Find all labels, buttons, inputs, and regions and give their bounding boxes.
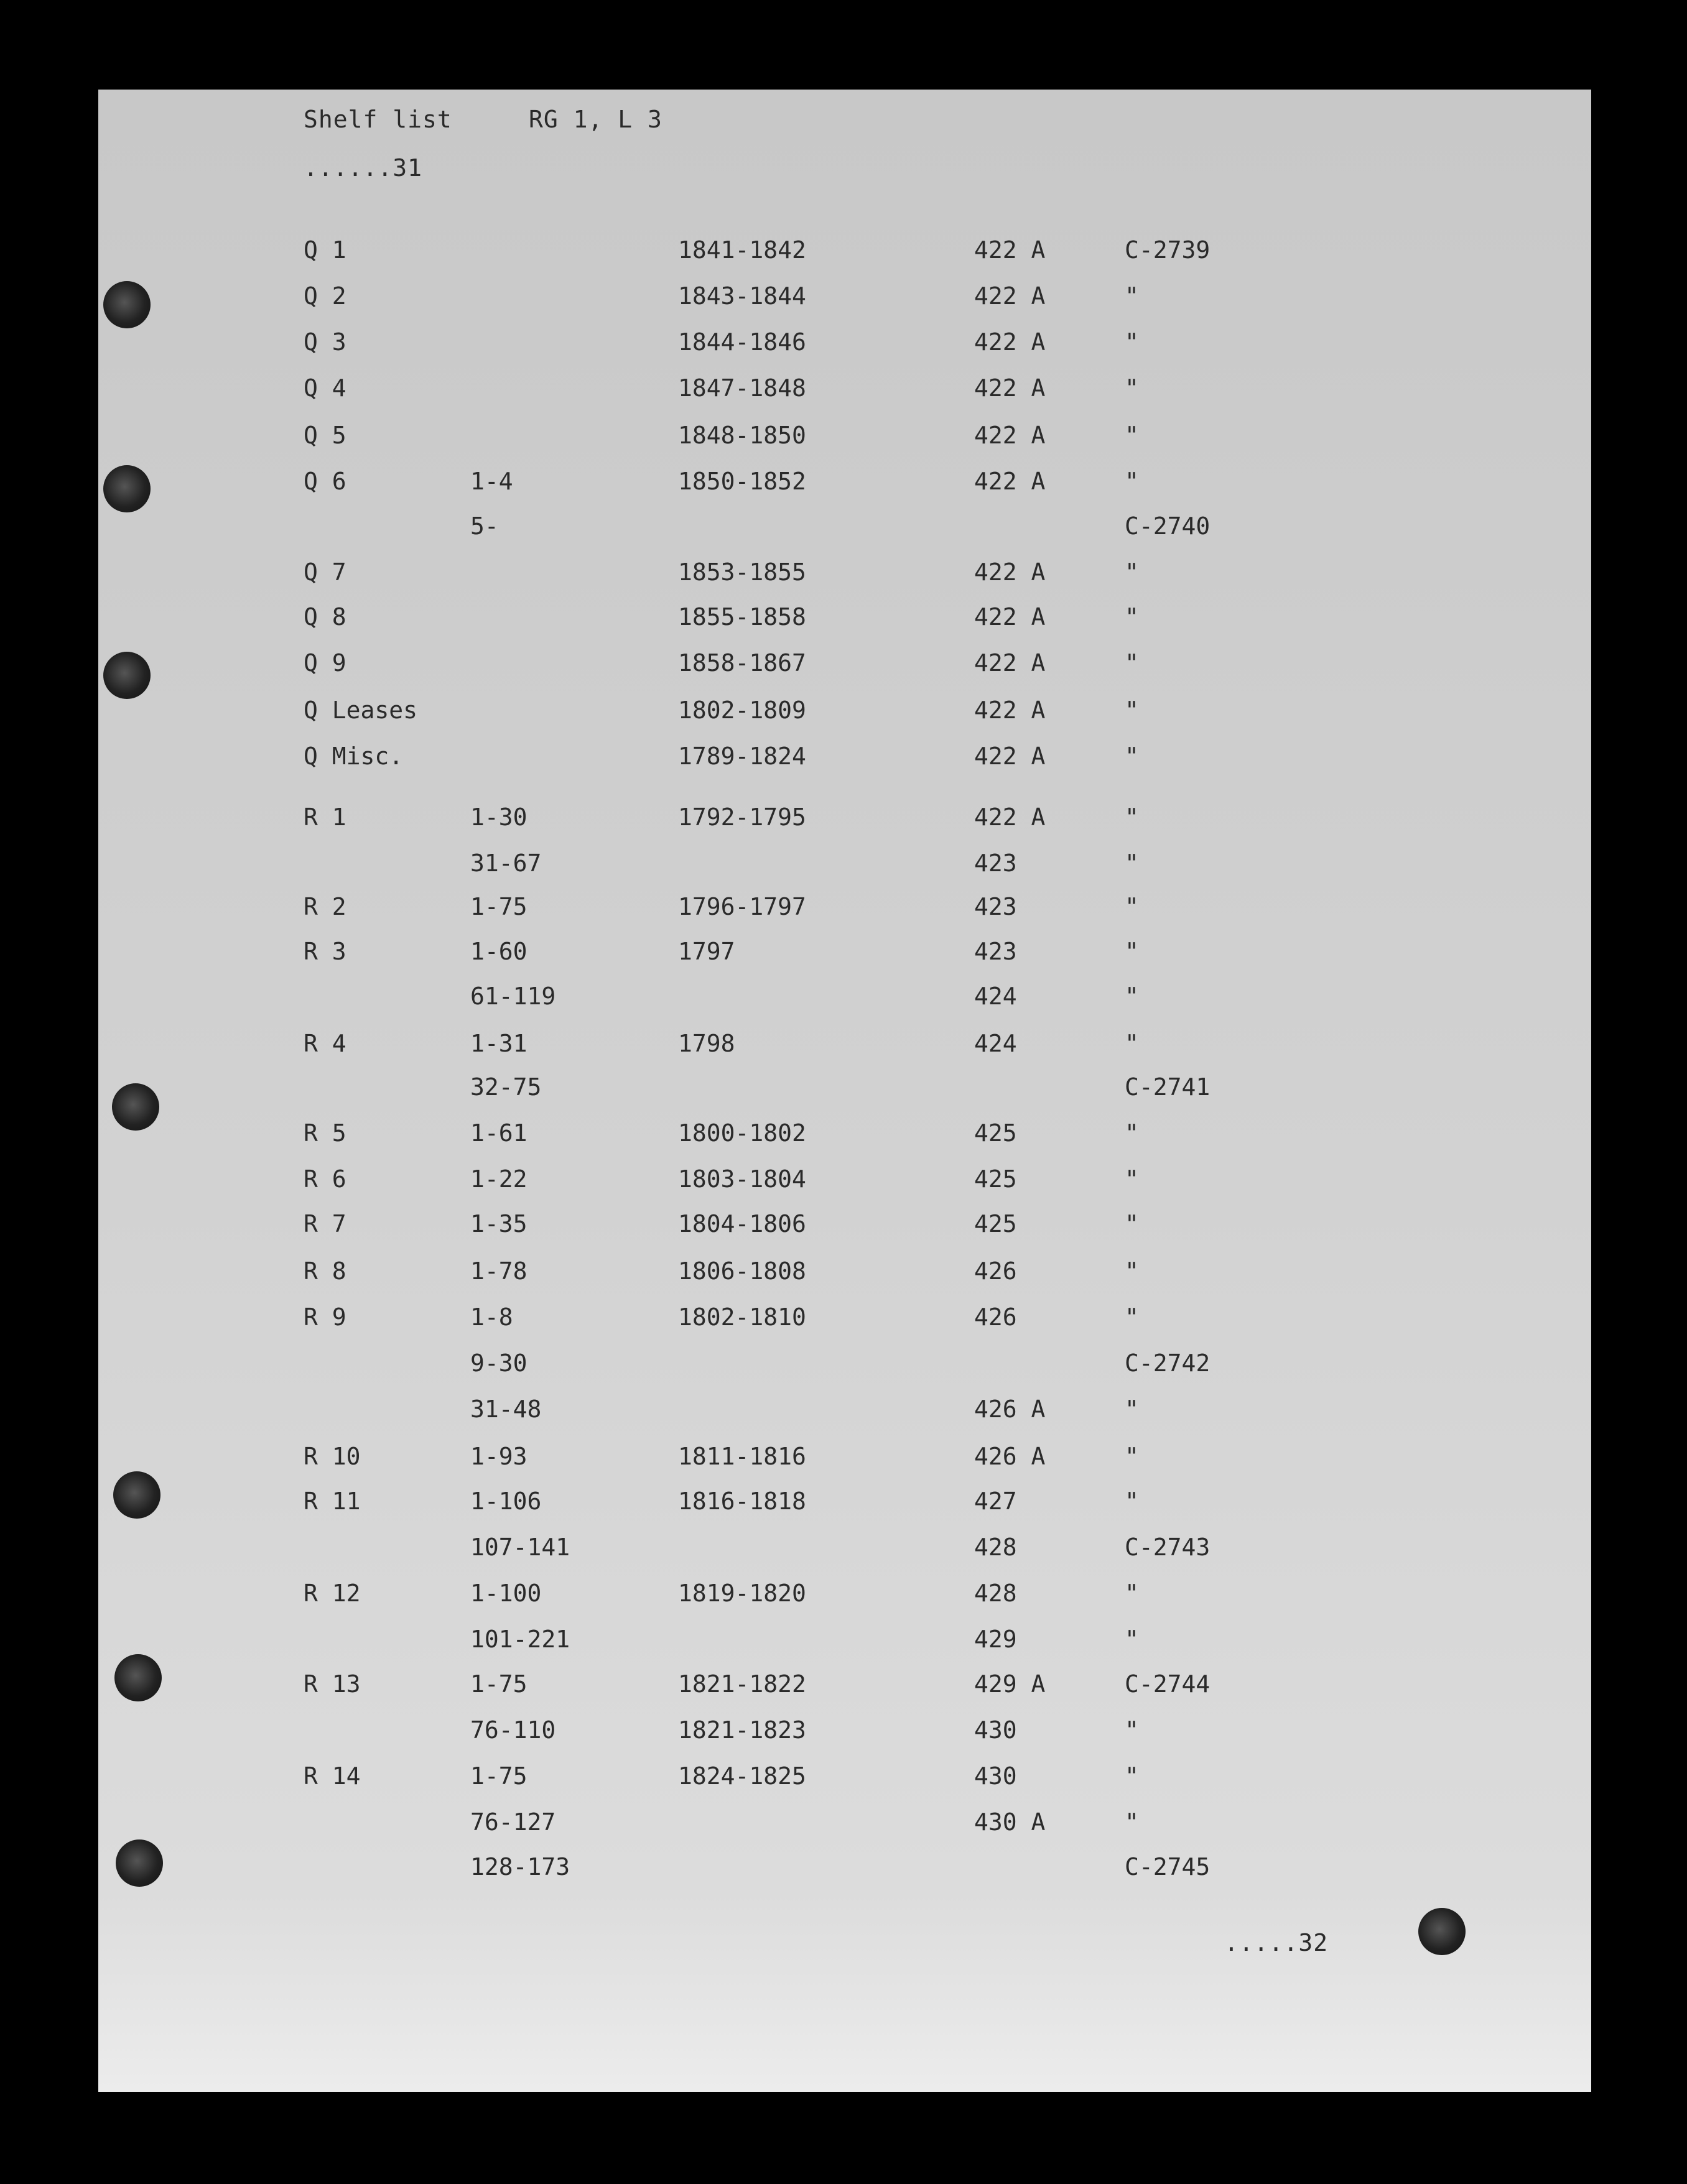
reel-cell: ": [1125, 1443, 1139, 1470]
items-cell: 1-106: [470, 1488, 542, 1515]
series-cell: R 9: [304, 1303, 346, 1331]
series-cell: R 4: [304, 1030, 346, 1057]
items-cell: 76-127: [470, 1808, 556, 1836]
document-page: [98, 90, 1591, 2092]
dates-cell: 1802-1809: [678, 696, 806, 724]
reel-cell: ": [1125, 1030, 1139, 1057]
series-cell: R 13: [304, 1670, 361, 1698]
continued-from: ......31: [304, 154, 423, 182]
reel-cell: C-2743: [1125, 1534, 1211, 1561]
series-cell: Q 8: [304, 603, 346, 631]
series-cell: R 8: [304, 1257, 346, 1285]
reel-cell: ": [1125, 558, 1139, 586]
items-cell: 107-141: [470, 1534, 570, 1561]
table-row: [98, 1395, 1591, 1433]
dates-cell: 1819-1820: [678, 1580, 806, 1607]
volume-cell: 422 A: [974, 328, 1046, 356]
volume-cell: 422 A: [974, 236, 1046, 264]
items-cell: 31-67: [470, 849, 542, 877]
volume-cell: 430: [974, 1762, 1017, 1790]
shelf-list-title: Shelf list: [304, 106, 452, 133]
table-row: [98, 512, 1591, 550]
table-row: [98, 649, 1591, 687]
dates-cell: 1844-1846: [678, 328, 806, 356]
reel-cell: ": [1125, 1303, 1139, 1331]
items-cell: 1-75: [470, 893, 527, 920]
volume-cell: 430: [974, 1716, 1017, 1744]
volume-cell: 422 A: [974, 743, 1046, 770]
volume-cell: 427: [974, 1488, 1017, 1515]
items-cell: 1-35: [470, 1210, 527, 1238]
dates-cell: 1804-1806: [678, 1210, 806, 1238]
volume-cell: 426 A: [974, 1395, 1046, 1423]
reel-cell: ": [1125, 803, 1139, 831]
table-row: [98, 1030, 1591, 1067]
reel-cell: ": [1125, 603, 1139, 631]
series-cell: R 7: [304, 1210, 346, 1238]
volume-cell: 429: [974, 1626, 1017, 1653]
reel-cell: C-2739: [1125, 236, 1211, 264]
items-cell: 1-75: [470, 1762, 527, 1790]
volume-cell: 430 A: [974, 1808, 1046, 1836]
dates-cell: 1855-1858: [678, 603, 806, 631]
dates-cell: 1850-1852: [678, 468, 806, 495]
series-cell: R 11: [304, 1488, 361, 1515]
dates-cell: 1843-1844: [678, 282, 806, 310]
items-cell: 5-: [470, 512, 499, 540]
dates-cell: 1796-1797: [678, 893, 806, 920]
table-row: [98, 374, 1591, 412]
volume-cell: 422 A: [974, 696, 1046, 724]
reel-cell: ": [1125, 649, 1139, 677]
series-cell: Q 3: [304, 328, 346, 356]
reel-cell: ": [1125, 983, 1139, 1010]
items-cell: 1-61: [470, 1119, 527, 1147]
reel-cell: C-2745: [1125, 1853, 1211, 1881]
table-row: [98, 1580, 1591, 1617]
table-row: [98, 743, 1591, 780]
table-row: [98, 1165, 1591, 1203]
dates-cell: 1821-1823: [678, 1716, 806, 1744]
volume-cell: 422 A: [974, 468, 1046, 495]
dates-cell: 1802-1810: [678, 1303, 806, 1331]
table-row: [98, 983, 1591, 1020]
volume-cell: 422 A: [974, 422, 1046, 449]
items-cell: 1-22: [470, 1165, 527, 1193]
volume-cell: 422 A: [974, 282, 1046, 310]
table-row: [98, 1716, 1591, 1754]
items-cell: 9-30: [470, 1349, 527, 1377]
table-row: [98, 1210, 1591, 1247]
table-row: [98, 1670, 1591, 1708]
items-cell: 1-100: [470, 1580, 542, 1607]
series-cell: R 14: [304, 1762, 361, 1790]
reel-cell: ": [1125, 696, 1139, 724]
reel-cell: ": [1125, 1119, 1139, 1147]
dates-cell: 1806-1808: [678, 1257, 806, 1285]
items-cell: 1-60: [470, 938, 527, 965]
dates-cell: 1824-1825: [678, 1762, 806, 1790]
series-cell: Q 4: [304, 374, 346, 402]
series-cell: Q 6: [304, 468, 346, 495]
items-cell: 31-48: [470, 1395, 542, 1423]
volume-cell: 423: [974, 938, 1017, 965]
table-row: [98, 422, 1591, 459]
items-cell: 1-4: [470, 468, 513, 495]
items-cell: 1-75: [470, 1670, 527, 1698]
table-row: [98, 893, 1591, 930]
reel-cell: ": [1125, 849, 1139, 877]
table-row: [98, 282, 1591, 320]
series-cell: R 10: [304, 1443, 361, 1470]
reel-cell: ": [1125, 1210, 1139, 1238]
continued-to: .....32: [1224, 1929, 1329, 1956]
record-group-ref: RG 1, L 3: [529, 106, 662, 133]
series-cell: Q 1: [304, 236, 346, 264]
punch-hole-8: [1418, 1908, 1466, 1955]
volume-cell: 424: [974, 1030, 1017, 1057]
reel-cell: ": [1125, 374, 1139, 402]
series-cell: R 12: [304, 1580, 361, 1607]
reel-cell: ": [1125, 893, 1139, 920]
series-cell: R 6: [304, 1165, 346, 1193]
volume-cell: 423: [974, 893, 1017, 920]
volume-cell: 422 A: [974, 803, 1046, 831]
reel-cell: ": [1125, 1395, 1139, 1423]
reel-cell: ": [1125, 1716, 1139, 1744]
dates-cell: 1811-1816: [678, 1443, 806, 1470]
volume-cell: 422 A: [974, 374, 1046, 402]
dates-cell: 1792-1795: [678, 803, 806, 831]
series-cell: Q Misc.: [304, 743, 404, 770]
series-cell: Q 9: [304, 649, 346, 677]
table-row: [98, 1488, 1591, 1525]
dates-cell: 1816-1818: [678, 1488, 806, 1515]
reel-cell: ": [1125, 1626, 1139, 1653]
dates-cell: 1841-1842: [678, 236, 806, 264]
table-row: [98, 328, 1591, 366]
table-row: [98, 558, 1591, 596]
reel-cell: ": [1125, 468, 1139, 495]
dates-cell: 1848-1850: [678, 422, 806, 449]
items-cell: 61-119: [470, 983, 556, 1010]
volume-cell: 428: [974, 1534, 1017, 1561]
table-row: [98, 849, 1591, 887]
table-row: [98, 803, 1591, 841]
items-cell: 76-110: [470, 1716, 556, 1744]
volume-cell: 422 A: [974, 603, 1046, 631]
series-cell: R 1: [304, 803, 346, 831]
reel-cell: C-2740: [1125, 512, 1211, 540]
table-row: [98, 468, 1591, 505]
reel-cell: ": [1125, 1762, 1139, 1790]
volume-cell: 425: [974, 1210, 1017, 1238]
table-row: [98, 938, 1591, 975]
reel-cell: ": [1125, 743, 1139, 770]
series-cell: R 5: [304, 1119, 346, 1147]
table-row: [98, 1073, 1591, 1111]
volume-cell: 422 A: [974, 649, 1046, 677]
reel-cell: C-2742: [1125, 1349, 1211, 1377]
items-cell: 32-75: [470, 1073, 542, 1101]
table-row: [98, 236, 1591, 274]
reel-cell: C-2741: [1125, 1073, 1211, 1101]
items-cell: 1-8: [470, 1303, 513, 1331]
dates-cell: 1798: [678, 1030, 735, 1057]
dates-cell: 1800-1802: [678, 1119, 806, 1147]
reel-cell: ": [1125, 938, 1139, 965]
items-cell: 128-173: [470, 1853, 570, 1881]
reel-cell: ": [1125, 422, 1139, 449]
dates-cell: 1797: [678, 938, 735, 965]
volume-cell: 423: [974, 849, 1017, 877]
items-cell: 1-78: [470, 1257, 527, 1285]
table-row: [98, 1303, 1591, 1341]
items-cell: 1-93: [470, 1443, 527, 1470]
table-row: [98, 603, 1591, 641]
volume-cell: 428: [974, 1580, 1017, 1607]
dates-cell: 1821-1822: [678, 1670, 806, 1698]
items-cell: 1-30: [470, 803, 527, 831]
reel-cell: ": [1125, 1257, 1139, 1285]
series-cell: Q 5: [304, 422, 346, 449]
reel-cell: ": [1125, 328, 1139, 356]
table-row: [98, 1534, 1591, 1571]
table-row: [98, 1853, 1591, 1890]
series-cell: Q 7: [304, 558, 346, 586]
dates-cell: 1847-1848: [678, 374, 806, 402]
reel-cell: ": [1125, 1488, 1139, 1515]
items-cell: 101-221: [470, 1626, 570, 1653]
table-row: [98, 1257, 1591, 1295]
series-cell: R 2: [304, 893, 346, 920]
volume-cell: 425: [974, 1119, 1017, 1147]
table-row: [98, 1626, 1591, 1663]
items-cell: 1-31: [470, 1030, 527, 1057]
series-cell: Q 2: [304, 282, 346, 310]
table-row: [98, 696, 1591, 734]
reel-cell: ": [1125, 282, 1139, 310]
reel-cell: ": [1125, 1808, 1139, 1836]
volume-cell: 426: [974, 1303, 1017, 1331]
series-cell: Q Leases: [304, 696, 418, 724]
table-row: [98, 1119, 1591, 1157]
volume-cell: 422 A: [974, 558, 1046, 586]
dates-cell: 1803-1804: [678, 1165, 806, 1193]
volume-cell: 426: [974, 1257, 1017, 1285]
series-cell: R 3: [304, 938, 346, 965]
volume-cell: 429 A: [974, 1670, 1046, 1698]
reel-cell: ": [1125, 1165, 1139, 1193]
reel-cell: ": [1125, 1580, 1139, 1607]
dates-cell: 1853-1855: [678, 558, 806, 586]
table-row: [98, 1762, 1591, 1800]
dates-cell: 1858-1867: [678, 649, 806, 677]
volume-cell: 425: [974, 1165, 1017, 1193]
table-row: [98, 1349, 1591, 1387]
reel-cell: C-2744: [1125, 1670, 1211, 1698]
table-row: [98, 1808, 1591, 1846]
volume-cell: 426 A: [974, 1443, 1046, 1470]
table-row: [98, 1443, 1591, 1480]
volume-cell: 424: [974, 983, 1017, 1010]
dates-cell: 1789-1824: [678, 743, 806, 770]
